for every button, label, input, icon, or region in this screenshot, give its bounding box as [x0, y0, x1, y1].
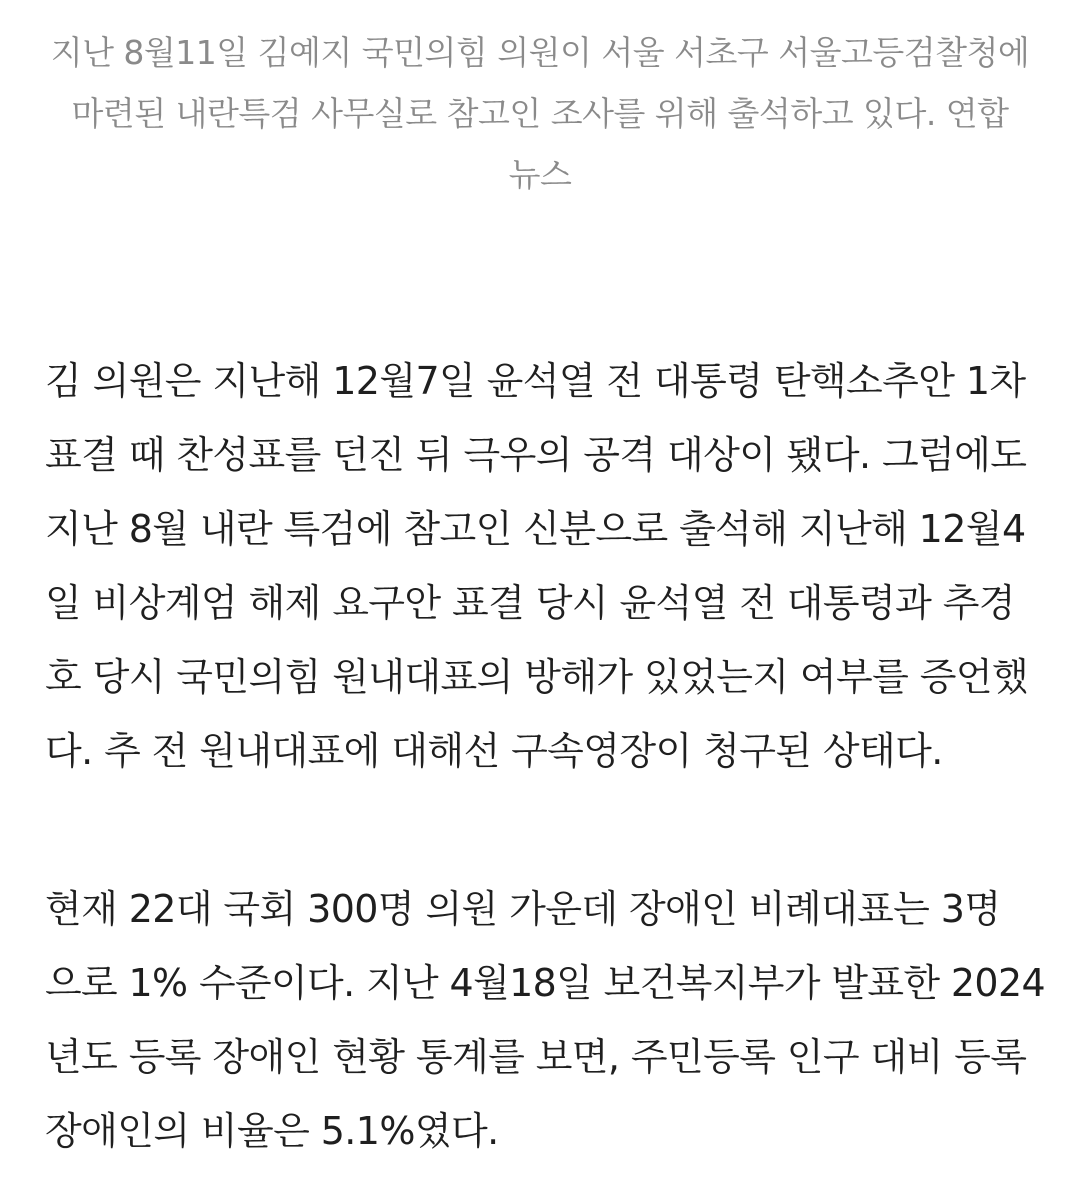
- caption-line: 뉴스: [508, 155, 572, 194]
- paragraph-line: 김 의원은 지난해 12월7일 윤석열 전 대통령 탄핵소추안 1차: [45, 359, 1026, 403]
- paragraph-line: 지난 8월 내란 특검에 참고인 신분으로 출석해 지난해 12월4: [45, 507, 1026, 551]
- photo-caption: [40, 22, 1040, 205]
- paragraph-line: 장애인의 비율은 5.1%였다.: [45, 1109, 499, 1153]
- paragraph-line: 다. 추 전 원내대표에 대해선 구속영장이 청구된 상태다.: [45, 729, 943, 773]
- caption-line: 마련된 내란특검 사무실로 참고인 조사를 위해 출석하고 있다. 연합: [71, 94, 1009, 133]
- paragraph-line: 으로 1% 수준이다. 지난 4월18일 보건복지부가 발표한 2024: [45, 961, 1046, 1005]
- article-paragraph: [45, 872, 1045, 1168]
- paragraph-line: 년도 등록 장애인 현황 통계를 보면, 주민등록 인구 대비 등록: [45, 1035, 1027, 1079]
- paragraph-line: 일 비상계엄 해제 요구안 표결 당시 윤석열 전 대통령과 추경: [45, 581, 1015, 625]
- paragraph-line: 현재 22대 국회 300명 의원 가운데 장애인 비례대표는 3명: [45, 887, 1001, 931]
- paragraph-line: 표결 때 찬성표를 던진 뒤 극우의 공격 대상이 됐다. 그럼에도: [45, 433, 1027, 477]
- caption-line: 지난 8월11일 김예지 국민의힘 의원이 서울 서초구 서울고등검찰청에: [50, 33, 1030, 72]
- paragraph-line: 호 당시 국민의힘 원내대표의 방해가 있었는지 여부를 증언했: [45, 655, 1029, 699]
- article-paragraph: [45, 344, 1045, 788]
